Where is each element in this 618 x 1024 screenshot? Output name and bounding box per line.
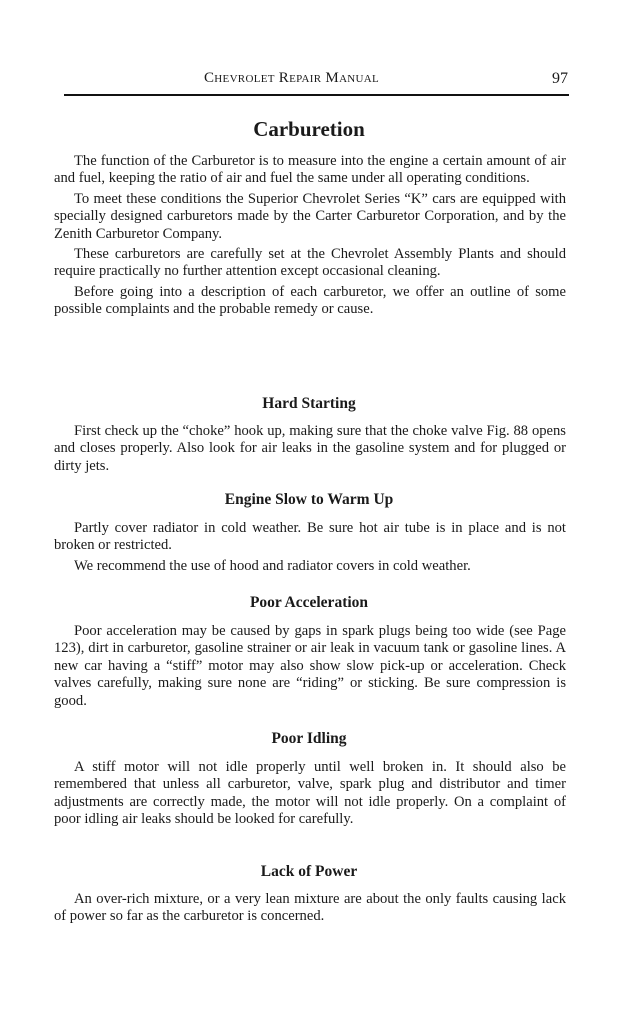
paragraph: The function of the Carburetor is to measure into the engine a certain amount of air and fuel, keeping the ratio of air and fuel the same under all operating conditions. <box>54 153 566 187</box>
paragraph: First check up the “choke” hook up, making sure that the choke valve Fig. 88 opens and closes properly. Also look for air leaks in the gasoline system and for plugged or dirty jets. <box>54 423 566 474</box>
section-heading: Engine Slow to Warm Up <box>224 491 394 508</box>
page-number: 97 <box>552 70 568 87</box>
section-body <box>54 759 566 832</box>
paragraph: A stiff motor will not idle properly until well broken in. It should also be remembered that unless all carburetor, valve, spark plug and distributor and timer adjustments are correctly made, the motor will not idle properly. On a complaint of poor idling air leaks should be looked for carefully. <box>54 759 566 828</box>
paragraph: These carburetors are carefully set at the Chevrolet Assembly Plants and should require practically no further attention except occasional cleaning. <box>54 246 566 280</box>
section-body <box>54 891 566 929</box>
intro-text <box>54 153 566 322</box>
section-heading: Poor Idling <box>271 730 347 747</box>
page-title: Carburetion <box>253 117 365 141</box>
running-title: Chevrolet Repair Manual <box>204 70 380 86</box>
section-heading: Poor Acceleration <box>249 594 369 611</box>
paragraph: Partly cover radiator in cold weather. Be sure hot air tube is in place and is not broken or restricted. <box>54 520 566 554</box>
section-body <box>54 423 566 478</box>
page-header <box>64 70 568 90</box>
section-body <box>54 623 566 713</box>
section-heading: Lack of Power <box>260 863 358 880</box>
paragraph: Before going into a description of each carburetor, we offer an outline of some possible complaints and the probable remedy or cause. <box>54 283 566 318</box>
paragraph: To meet these conditions the Superior Chevrolet Series “K” cars are equipped with specially designed carburetors made by the Carter Carburetor Corporation, and by the Zenith Carburetor Company. <box>54 190 566 242</box>
section-heading: Hard Starting <box>262 395 356 412</box>
paragraph: We recommend the use of hood and radiator covers in cold weather. <box>74 557 471 574</box>
paragraph: An over-rich mixture, or a very lean mixture are about the only faults causing lack of power so far as the carburetor is concerned. <box>54 891 566 925</box>
section-body <box>54 520 566 578</box>
header-rule <box>64 94 569 96</box>
paragraph: Poor acceleration may be caused by gaps in spark plugs being too wide (see Page 123), dirt in carburetor, gasoline strainer or air leak in vacuum tank or gasoline lines. A new car having a “stiff” motor may also show slow pick-up or acceleration. Check valves carefully, making sure none are “riding” or sticking. Be sure compression is good. <box>54 623 566 709</box>
